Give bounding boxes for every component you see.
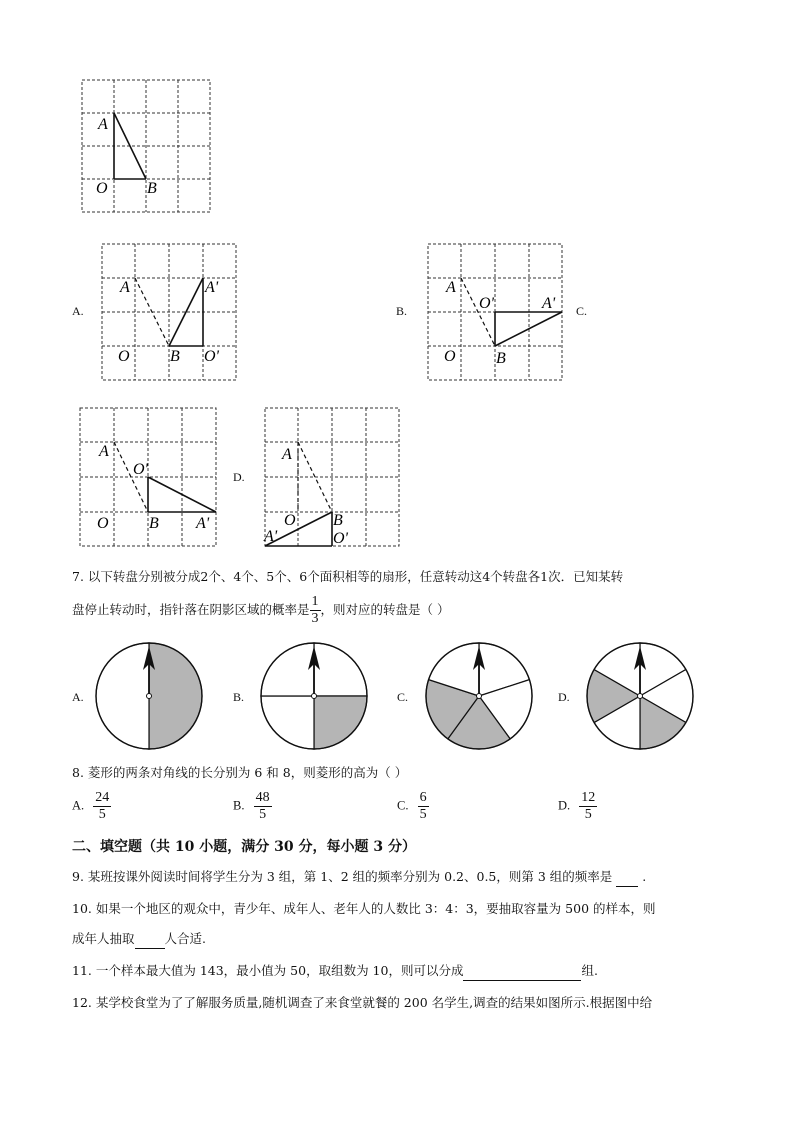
q6-option-d-figure — [261, 404, 403, 550]
q6-option-a-label[interactable]: A. — [72, 304, 84, 318]
frac-num: 48 — [255, 790, 270, 805]
label-a-prime: A' — [264, 528, 278, 545]
label-o-prime: O' — [204, 348, 219, 365]
frac-num: 6 — [419, 790, 427, 805]
q9-answer-blank[interactable] — [616, 868, 638, 887]
label-b: B — [149, 515, 159, 532]
label-a: A — [282, 446, 292, 463]
q11 — [72, 962, 598, 981]
q7-line2 — [72, 594, 450, 627]
label-b: B — [496, 350, 506, 367]
label-a: A — [446, 279, 456, 296]
q12-line1: 12. 某学校食堂为了了解服务质量,随机调查了来食堂就餐的 200 名学生,调查的结果如图所示.根据图中给 — [72, 995, 653, 1010]
sector — [261, 643, 314, 696]
q7-fraction — [310, 594, 321, 627]
shaded-sector — [314, 696, 367, 749]
label-a-prime: A' — [205, 279, 219, 296]
q8-stem: 8. 菱形的两条对角线的长分别为 6 和 8，则菱形的高为（ ） — [72, 765, 408, 780]
frac-den: 5 — [98, 807, 106, 822]
q7-option-a-label[interactable]: A. — [72, 690, 84, 704]
q6-option-d-label[interactable]: D. — [233, 470, 245, 484]
q10-line1: 10. 如果一个地区的观众中，青少年、成年人、老年人的人数比 3：4：3，要抽取容量为 500 的样本，则 — [72, 901, 656, 916]
q7-frac-den: 3 — [311, 611, 319, 626]
section-heading-fill-in: 二、填空题（共 10 小题，满分 30 分，每小题 3 分） — [72, 839, 416, 855]
q8-option-c-label: C. — [397, 798, 409, 813]
q8-option-a-label: A. — [72, 798, 85, 813]
q8-option-d[interactable] — [558, 790, 597, 823]
q8-option-b-frac — [254, 790, 272, 823]
q8-option-d-label: D. — [558, 798, 571, 813]
label-a: A — [120, 279, 130, 296]
spinner-wheel-c — [423, 640, 535, 752]
q7-line2-after: ，则对应的转盘是（ ） — [320, 602, 450, 617]
q9 — [72, 868, 646, 887]
spinner-wheel-a — [93, 640, 205, 752]
point-label-b: B — [147, 180, 157, 197]
q7-option-d-label[interactable]: D. — [558, 690, 570, 704]
shaded-sector — [149, 643, 202, 749]
q11-after: 组. — [581, 963, 598, 978]
q8-option-b-label: B. — [233, 798, 245, 813]
q6-option-b-figure — [424, 240, 566, 384]
label-a: A — [99, 443, 109, 460]
q10-line2-before: 成年人抽取 — [72, 931, 135, 946]
q7-line1: 7. 以下转盘分别被分成2个、4个、5个、6个面积相等的扇形，任意转动这4个转盘各1次．已知某转 — [72, 569, 624, 584]
label-a-prime: A' — [542, 295, 556, 312]
q8-option-c-frac — [418, 790, 429, 823]
q11-before: 11. 一个样本最大值为 143，最小值为 50，取组数为 10，则可以分成 — [72, 963, 464, 978]
q8-option-a[interactable] — [72, 790, 111, 823]
q6-option-c-label[interactable]: C. — [576, 304, 588, 318]
q8-option-a-frac — [93, 790, 111, 823]
label-o: O — [118, 348, 130, 365]
q11-answer-blank[interactable] — [463, 962, 581, 981]
q6-option-a-figure — [98, 240, 240, 384]
sector — [314, 643, 367, 696]
pointer-hub — [477, 694, 482, 699]
q7-option-c-label[interactable]: C. — [397, 690, 409, 704]
label-o-prime: O' — [133, 461, 148, 478]
q10-answer-blank[interactable] — [135, 930, 165, 949]
spinner-wheel-b — [258, 640, 370, 752]
figure-triangle-aob — [78, 76, 214, 216]
label-o: O — [97, 515, 109, 532]
q9-before: 9. 某班按课外阅读时间将学生分为 3 组，第 1、2 组的频率分别为 0.2、0.5，则第 3 组的频率是 — [72, 869, 613, 884]
q8-option-c[interactable] — [397, 790, 429, 823]
q7-frac-num: 1 — [311, 594, 319, 609]
point-label-a: A — [98, 116, 108, 133]
label-o-prime: O' — [479, 295, 494, 312]
label-b: B — [333, 512, 343, 529]
q10-line2-after: 人合适. — [164, 931, 206, 946]
label-o-prime: O' — [333, 530, 348, 547]
label-a-prime: A' — [196, 515, 210, 532]
q10-line2 — [72, 930, 206, 949]
q6-option-c-figure — [76, 404, 220, 550]
label-b: B — [170, 348, 180, 365]
label-o: O — [444, 348, 456, 365]
frac-num: 12 — [581, 790, 596, 805]
sector — [96, 643, 149, 749]
frac-den: 5 — [259, 807, 267, 822]
pointer-hub — [312, 694, 317, 699]
frac-den: 5 — [584, 807, 592, 822]
pointer-hub — [147, 694, 152, 699]
frac-num: 24 — [95, 790, 110, 805]
q9-after: . — [642, 869, 647, 884]
q8-option-d-frac — [579, 790, 597, 823]
q6-option-b-label[interactable]: B. — [396, 304, 408, 318]
spinner-wheel-d — [584, 640, 696, 752]
pointer-hub — [638, 694, 643, 699]
q7-option-b-label[interactable]: B. — [233, 690, 245, 704]
frac-den: 5 — [419, 807, 427, 822]
q7-line2-before: 盘停止转动时，指针落在阴影区域的概率是 — [72, 602, 310, 617]
q8-option-b[interactable] — [233, 790, 272, 823]
sector — [261, 696, 314, 749]
point-label-o: O — [96, 180, 108, 197]
label-o: O — [284, 512, 296, 529]
